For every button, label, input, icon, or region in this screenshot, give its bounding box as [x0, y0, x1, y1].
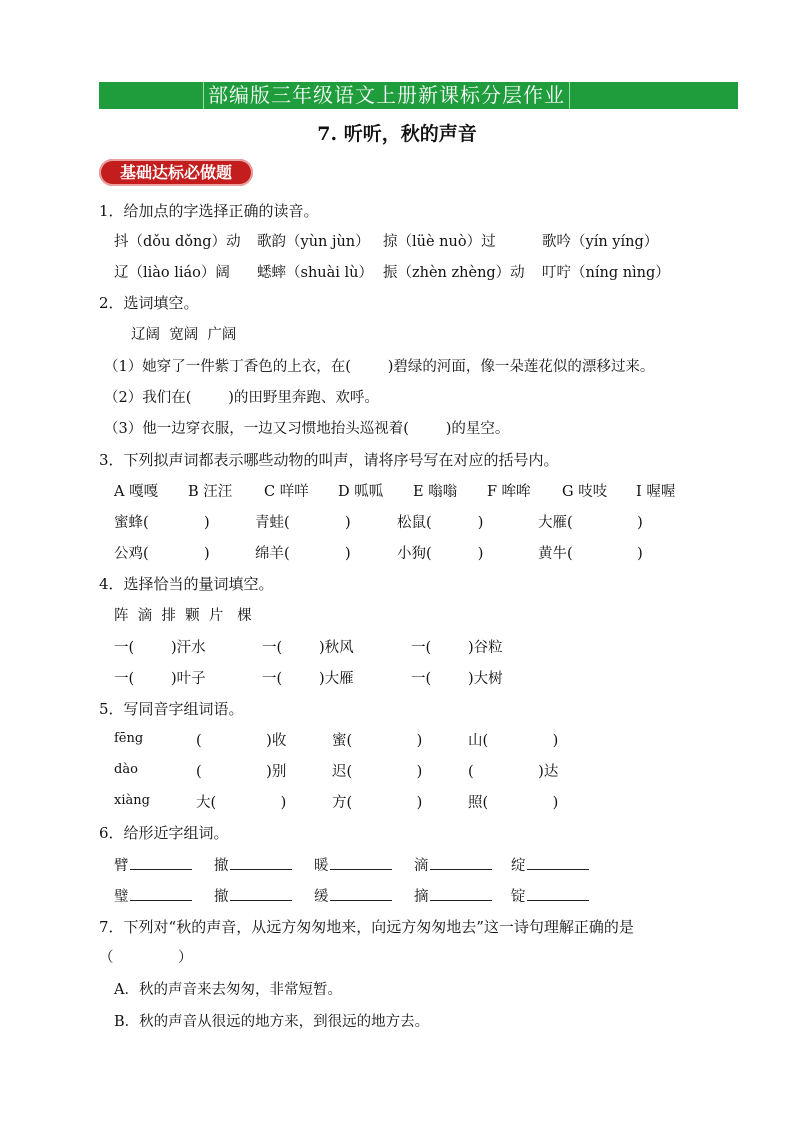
q3-blank: 松鼠( ): [397, 515, 484, 531]
q3-option: B 汪汪: [188, 484, 233, 500]
section-badge-label: 基础达标必做题: [119, 163, 232, 182]
q5-blank: 蜜( ): [332, 733, 423, 749]
q5-blank: ( )达: [468, 764, 559, 780]
q2-item: （3）他一边穿衣服，一边又习惯地抬头巡视着( )的星空。: [104, 421, 510, 437]
q2-item: （2）我们在( )的田野里奔跑、欢呼。: [104, 390, 379, 406]
q5-blank: 方( ): [332, 795, 423, 811]
q3-option: I 喔喔: [636, 484, 676, 500]
q5-blank: 大( ): [196, 795, 287, 811]
q1-item: 叮咛（níng nìng）: [542, 265, 670, 281]
q7-option-b: B．秋的声音从很远的地方来，到很远的地方去。: [114, 1014, 430, 1030]
q1-item: 蟋蟀（shuài lù）: [257, 265, 373, 281]
q6-char: 缓: [314, 889, 329, 905]
q6-char: 绽: [511, 858, 526, 874]
q2-word-bank: 辽阔 宽阔 广阔: [131, 327, 237, 343]
answer-line: [330, 885, 392, 901]
q7-answer-paren: （ ）: [99, 950, 193, 966]
banner-title: 部编版三年级语文上册新课标分层作业: [203, 82, 570, 109]
q3-blank: 小狗( ): [397, 546, 484, 562]
q7-option-a: A．秋的声音来去匆匆，非常短暂。: [114, 982, 342, 998]
q3-blank: 大雁( ): [538, 515, 643, 531]
q3-option: F 哞哞: [487, 484, 531, 500]
q4-blank: 一( )谷粒: [411, 640, 503, 656]
q3-blank: 青蛙( ): [255, 515, 351, 531]
q5-blank: 迟( ): [332, 764, 423, 780]
q4-word-bank: 阵 滴 排 颗 片 棵: [114, 608, 252, 624]
q6-char: 暖: [314, 858, 329, 874]
page-title: 7. 听听，秋的声音: [317, 123, 477, 145]
section-badge: [99, 159, 253, 186]
q1-item: 振（zhèn zhèng）动: [383, 265, 525, 281]
q6-char: 摘: [414, 889, 429, 905]
q6-char: 璧: [114, 889, 129, 905]
q1-item: 歌吟（yín yíng）: [542, 234, 659, 250]
q6-item: [214, 885, 292, 906]
q3-blank: 公鸡( ): [114, 546, 210, 562]
q6-char: 撤: [214, 889, 229, 905]
q6-item: [511, 885, 589, 906]
header-banner: [99, 82, 738, 109]
q6-char: 滴: [414, 858, 429, 874]
q3-option: G 吱吱: [562, 484, 608, 500]
answer-line: [130, 885, 192, 901]
answer-line: [430, 854, 492, 870]
q5-blank: 照( ): [468, 795, 559, 811]
q5-blank: ( )收: [196, 733, 287, 749]
q6-item: [414, 885, 492, 906]
q4-blank: 一( )大树: [411, 671, 503, 687]
q1-item: 歌韵（yùn jùn）: [257, 234, 370, 250]
answer-line: [330, 854, 392, 870]
answer-line: [527, 854, 589, 870]
q6-item: [114, 854, 192, 875]
q4-blank: 一( )叶子: [114, 671, 206, 687]
q4-stem: 4．选择恰当的量词填空。: [99, 575, 274, 593]
q3-blank: 蜜蜂( ): [114, 515, 210, 531]
answer-line: [230, 854, 292, 870]
q3-option: C 咩咩: [264, 484, 309, 500]
q1-stem: 1．给加点的字选择正确的读音。: [99, 202, 319, 220]
q2-stem: 2．选词填空。: [99, 294, 199, 312]
q2-item: （1）她穿了一件紫丁香色的上衣，在( )碧绿的河面，像一朵莲花似的漂移过来。: [104, 359, 655, 375]
q3-blank: 绵羊( ): [255, 546, 351, 562]
q4-blank: 一( )秋风: [262, 640, 354, 656]
q1-item: 辽（liào liáo）阔: [114, 265, 230, 281]
q7-stem: 7．下列对“秋的声音，从远方匆匆地来，向远方匆匆地去”这一诗句理解正确的是: [99, 918, 634, 936]
q3-option: A 嘎嘎: [114, 484, 159, 500]
q6-char: 撤: [214, 858, 229, 874]
answer-line: [230, 885, 292, 901]
q1-item: 抖（dǒu dǒng）动: [114, 234, 241, 250]
q6-item: [114, 885, 192, 906]
q5-pinyin: dào: [114, 762, 138, 777]
answer-line: [130, 854, 192, 870]
q6-item: [314, 854, 392, 875]
q3-stem: 3．下列拟声词都表示哪些动物的叫声，请将序号写在对应的括号内。: [99, 451, 559, 469]
answer-line: [527, 885, 589, 901]
q3-blank: 黄牛( ): [538, 546, 643, 562]
q6-stem: 6．给形近字组词。: [99, 824, 229, 842]
q5-blank: ( )别: [196, 764, 287, 780]
q6-item: [214, 854, 292, 875]
q5-stem: 5．写同音字组词语。: [99, 700, 244, 718]
q3-option: D 呱呱: [338, 484, 384, 500]
q3-option: E 嗡嗡: [413, 484, 458, 500]
q6-item: [511, 854, 589, 875]
q1-item: 掠（lüè nuò）过: [383, 234, 496, 250]
q4-blank: 一( )大雁: [262, 671, 354, 687]
q5-blank: 山( ): [468, 733, 559, 749]
q4-blank: 一( )汗水: [114, 640, 206, 656]
q6-item: [314, 885, 392, 906]
answer-line: [430, 885, 492, 901]
q6-char: 锭: [511, 889, 526, 905]
q6-char: 臂: [114, 858, 129, 874]
q5-pinyin: xiàng: [114, 793, 150, 808]
q5-pinyin: fēng: [114, 731, 144, 746]
q6-item: [414, 854, 492, 875]
